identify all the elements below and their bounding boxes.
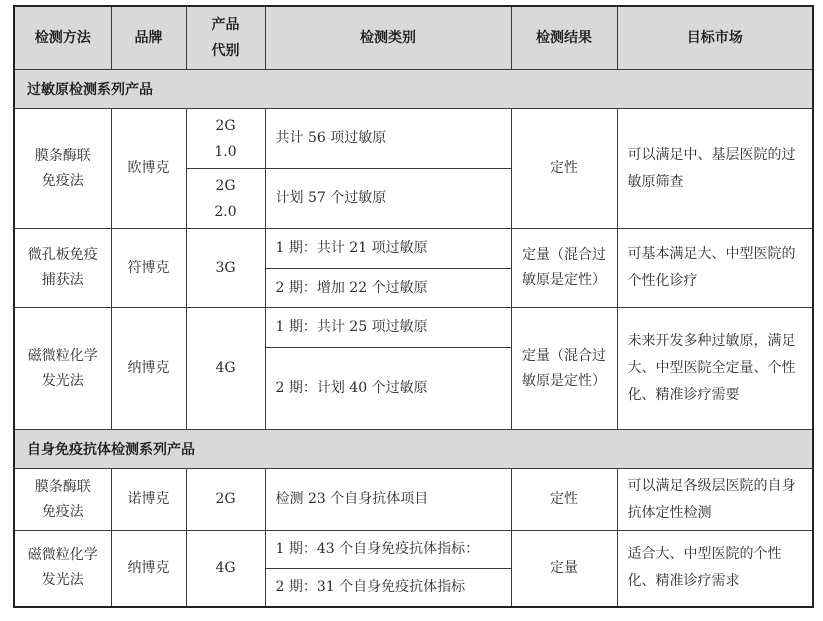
cell-method: 微孔板免疫捕获法 [14, 229, 111, 308]
cell-category: 共计 56 项过敏原 [265, 109, 511, 169]
section-row-autoimmune [14, 430, 813, 469]
cell-market: 可以满足中、基层医院的过敏原筛查 [617, 109, 813, 229]
cell-market: 可基本满足大、中型医院的个性化诊疗 [617, 229, 813, 308]
header-method: 检测方法 [14, 6, 111, 70]
cell-category: 2 期：计划 40 个过敏原 [265, 348, 511, 430]
header-generation-line1: 产品 [211, 17, 240, 33]
header-brand: 品牌 [111, 6, 186, 70]
cell-brand: 欧博克 [111, 109, 186, 229]
generation-line2: 1.0 [214, 143, 237, 160]
cell-method: 磁微粒化学发光法 [14, 531, 111, 607]
cell-category: 检测 23 个自身抗体项目 [265, 469, 511, 531]
cell-brand: 纳博克 [111, 531, 186, 607]
cell-category: 计划 57 个过敏原 [265, 169, 511, 229]
cell-market: 未来开发多种过敏原，满足大、中型医院全定量、个性化、精准诊疗需要 [617, 308, 813, 430]
cell-result: 定量（混合过敏原是定性） [511, 308, 617, 430]
generation-line1: 2G [215, 117, 236, 134]
cell-result: 定量 [511, 531, 617, 607]
cell-category: 2 期：31 个自身免疫抗体指标 [265, 569, 511, 607]
product-table [13, 5, 814, 608]
header-generation-line2: 代别 [211, 43, 240, 59]
cell-brand: 符博克 [111, 229, 186, 308]
table-row [14, 469, 813, 531]
cell-result: 定量（混合过敏原是定性） [511, 229, 617, 308]
header-category: 检测类别 [265, 6, 511, 70]
cell-generation [186, 109, 265, 169]
section-title-allergen: 过敏原检测系列产品 [14, 70, 813, 109]
cell-category: 2 期：增加 22 个过敏原 [265, 269, 511, 308]
header-market: 目标市场 [617, 6, 813, 70]
header-row [14, 6, 813, 70]
cell-generation [186, 169, 265, 229]
product-table-container [13, 5, 812, 608]
generation-line1: 2G [215, 177, 236, 194]
cell-brand: 诺博克 [111, 469, 186, 531]
table-row [14, 109, 813, 169]
cell-result: 定性 [511, 469, 617, 531]
cell-market: 可以满足各级层医院的自身抗体定性检测 [617, 469, 813, 531]
section-title-autoimmune: 自身免疫抗体检测系列产品 [14, 430, 813, 469]
header-generation [186, 6, 265, 70]
cell-category: 1 期：43 个自身免疫抗体指标： [265, 531, 511, 569]
cell-generation: 3G [186, 229, 265, 308]
table-row [14, 229, 813, 269]
cell-method: 磁微粒化学发光法 [14, 308, 111, 430]
cell-category: 1 期：共计 25 项过敏原 [265, 308, 511, 348]
cell-brand: 纳博克 [111, 308, 186, 430]
generation-line2: 2.0 [214, 203, 237, 220]
cell-generation: 2G [186, 469, 265, 531]
cell-method: 膜条酶联免疫法 [14, 469, 111, 531]
cell-generation: 4G [186, 531, 265, 607]
section-row-allergen [14, 70, 813, 109]
cell-result: 定性 [511, 109, 617, 229]
cell-category: 1 期：共计 21 项过敏原 [265, 229, 511, 269]
cell-market: 适合大、中型医院的个性化、精准诊疗需求 [617, 531, 813, 607]
table-row [14, 531, 813, 569]
cell-method: 膜条酶联免疫法 [14, 109, 111, 229]
table-row [14, 308, 813, 348]
cell-generation: 4G [186, 308, 265, 430]
header-result: 检测结果 [511, 6, 617, 70]
